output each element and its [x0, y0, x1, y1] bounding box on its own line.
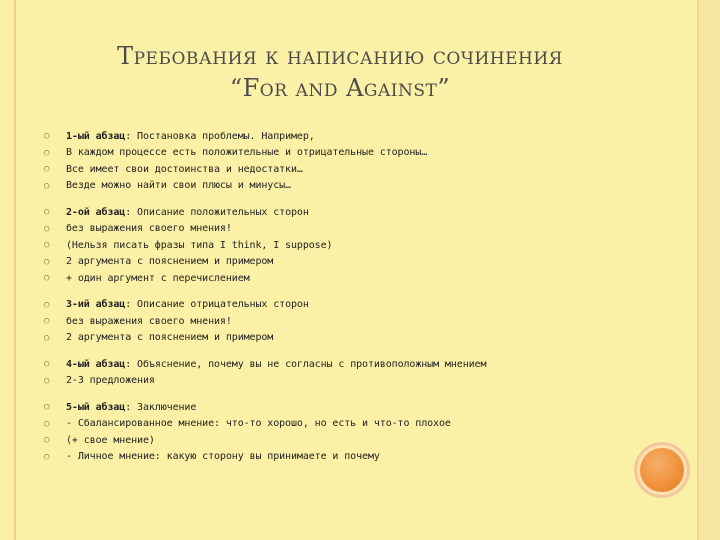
list-item [44, 128, 684, 145]
paragraph-group [44, 128, 684, 194]
list-item [44, 145, 684, 162]
list-item [44, 178, 684, 195]
list-item-body: : Постановка проблемы. Например, [125, 130, 315, 142]
list-item-body: : Заключение [125, 401, 197, 413]
paragraph-group [44, 204, 684, 287]
bullet-icon: ○ [44, 273, 50, 284]
bullet-icon: ○ [44, 164, 50, 175]
list-item [44, 313, 684, 330]
paragraph-number: 3-ий абзац [66, 299, 126, 311]
list-item [44, 449, 684, 466]
list-item-body: Все имеет свои достоинства и недостатки… [66, 163, 303, 175]
bullet-icon: ○ [44, 299, 50, 310]
list-item-text [66, 451, 380, 462]
list-item-body: без выражения своего мнения! [66, 315, 232, 327]
list-item-body: Везде можно найти свои плюсы и минусы… [66, 180, 291, 192]
paragraph-number: 2-ой абзац [66, 206, 126, 218]
list-item-text [66, 316, 232, 327]
paragraph-group [44, 399, 684, 465]
bullet-icon: ○ [44, 359, 50, 370]
bullet-icon: ○ [44, 207, 50, 218]
left-border-line [14, 0, 16, 540]
bullet-icon: ○ [44, 256, 50, 267]
list-item [44, 270, 684, 287]
paragraph-group [44, 356, 684, 389]
list-item-text [66, 418, 451, 429]
list-item-body: : Описание отрицательных сторон [125, 299, 309, 311]
list-item-text [66, 299, 309, 310]
list-item-body: 2 аргумента с пояснением и примером [66, 256, 274, 268]
list-item [44, 356, 684, 373]
slide-title [60, 40, 620, 104]
list-item [44, 416, 684, 433]
list-item-text [66, 435, 155, 446]
list-item-text [66, 147, 427, 158]
title-line-1: Требования к написанию сочинения [117, 42, 563, 70]
bullet-icon: ○ [44, 240, 50, 251]
requirements-list [44, 128, 684, 475]
list-item [44, 373, 684, 390]
list-item-body: : Описание положительных сторон [125, 206, 309, 218]
list-item [44, 204, 684, 221]
list-item-text [66, 131, 315, 142]
list-item [44, 399, 684, 416]
bullet-icon: ○ [44, 418, 50, 429]
bullet-icon: ○ [44, 131, 50, 142]
list-item-text [66, 180, 291, 191]
bullet-icon: ○ [44, 402, 50, 413]
list-item-text [66, 332, 273, 343]
list-item-body: В каждом процессе есть положительные и отрицательные стороны… [66, 147, 428, 159]
paragraph-number: 5-ый абзац [66, 401, 126, 413]
bullet-icon: ○ [44, 451, 50, 462]
list-item [44, 237, 684, 254]
decorative-orange-circle [640, 448, 684, 492]
bullet-icon: ○ [44, 375, 50, 386]
list-item [44, 254, 684, 271]
right-border-line [697, 0, 699, 540]
list-item-text [66, 164, 303, 175]
list-item-text [66, 256, 273, 267]
right-border-band [700, 0, 720, 540]
list-item-text [66, 240, 332, 251]
list-item-body: + один аргумент с перечислением [66, 272, 250, 284]
bullet-icon: ○ [44, 180, 50, 191]
title-line-2: “For and Against” [229, 74, 451, 102]
list-item-body: - Сбалансированное мнение: что-то хорошо, но есть и что-то плохое [66, 418, 451, 430]
list-item-text [66, 207, 309, 218]
list-item-body: 2-3 предложения [66, 375, 155, 387]
list-item [44, 221, 684, 238]
list-item-body: - Личное мнение: какую сторону вы принимаете и почему [66, 451, 380, 463]
list-item [44, 330, 684, 347]
bullet-icon: ○ [44, 223, 50, 234]
list-item-text [66, 223, 232, 234]
list-item-body: без выражения своего мнения! [66, 223, 232, 235]
list-item-text [66, 402, 196, 413]
bullet-icon: ○ [44, 332, 50, 343]
list-item-body: : Объяснение, почему вы не согласны с противоположным мнением [125, 358, 487, 370]
paragraph-number: 1-ый абзац [66, 130, 126, 142]
list-item [44, 161, 684, 178]
bullet-icon: ○ [44, 435, 50, 446]
list-item-body: (+ свое мнение) [66, 434, 155, 446]
list-item [44, 297, 684, 314]
paragraph-number: 4-ый абзац [66, 358, 126, 370]
paragraph-group [44, 297, 684, 347]
list-item-text [66, 359, 486, 370]
list-item-text [66, 375, 155, 386]
list-item [44, 432, 684, 449]
list-item-body: (Нельзя писать фразы типа I think, I suppose) [66, 239, 333, 251]
list-item-text [66, 273, 250, 284]
bullet-icon: ○ [44, 147, 50, 158]
list-item-body: 2 аргумента с пояснением и примером [66, 332, 274, 344]
bullet-icon: ○ [44, 316, 50, 327]
